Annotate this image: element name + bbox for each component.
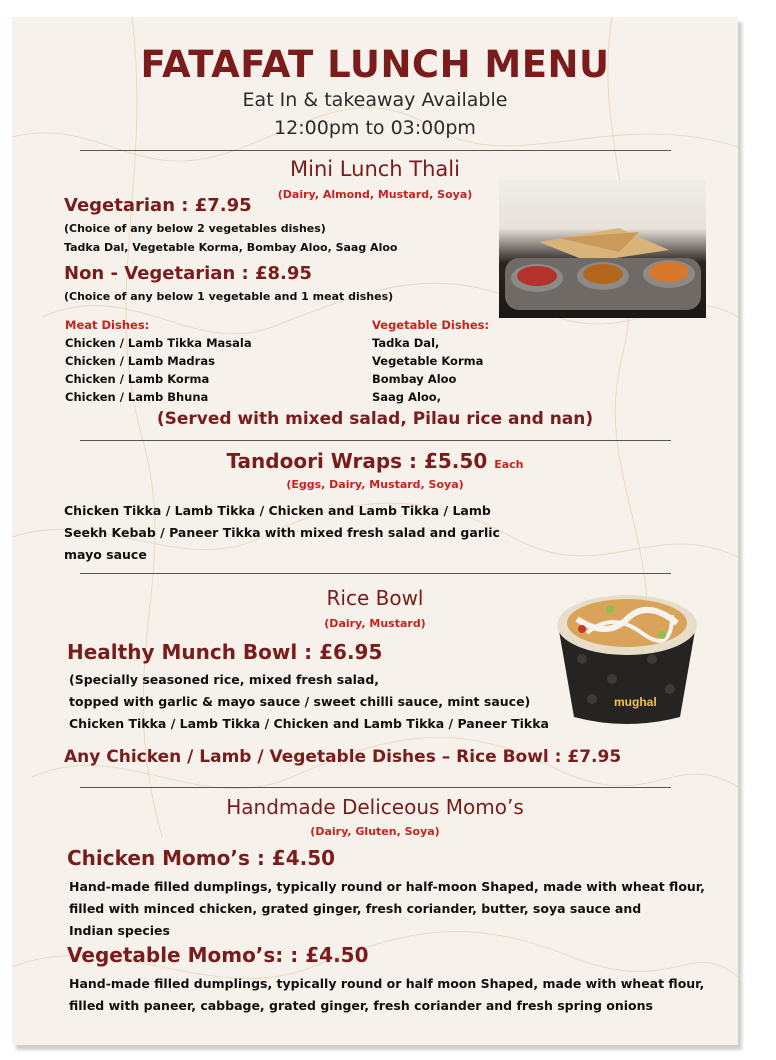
rice-bowl-description: [69, 669, 549, 735]
rice-bowl-line: topped with garlic & mayo sauce / sweet chilli sauce, mint sauce): [69, 694, 531, 709]
meat-dish-item: Chicken / Lamb Tikka Masala: [65, 336, 252, 350]
vegetable-dish-item: Tadka Dal,: [372, 336, 440, 350]
availability-text: Eat In & takeaway Available: [242, 89, 508, 111]
meat-dishes-column: [65, 316, 252, 406]
divider: [80, 440, 671, 441]
momo-heading: Handmade Deliceous Momo’s: [226, 795, 524, 819]
vegetable-dishes-heading: Vegetable Dishes:: [372, 318, 490, 332]
meat-dishes-heading: Meat Dishes:: [65, 318, 150, 332]
divider: [80, 787, 671, 788]
vegetable-momo-title: Vegetable Momo’s: : £4.50: [67, 943, 369, 967]
wraps-heading: [12, 449, 738, 473]
vegetable-momo-description: [69, 973, 704, 1017]
thali-heading: Mini Lunch Thali: [290, 157, 460, 181]
hours-text: 12:00pm to 03:00pm: [274, 117, 476, 139]
bowl-brand-text: mughal: [614, 695, 657, 709]
chicken-momo-title: Chicken Momo’s : £4.50: [67, 846, 336, 870]
vegetarian-title: Vegetarian : £7.95: [64, 195, 252, 216]
thali-allergens: (Dairy, Almond, Mustard, Soya): [277, 188, 473, 201]
divider: [80, 573, 671, 574]
meat-dish-item: Chicken / Lamb Korma: [65, 372, 210, 386]
meat-dish-item: Chicken / Lamb Bhuna: [65, 390, 209, 404]
chicken-momo-line: Hand-made filled dumplings, typically round or half-moon Shaped, made with wheat flour,: [69, 879, 705, 894]
wraps-allergens: (Eggs, Dairy, Mustard, Soya): [286, 478, 464, 491]
meat-dish-item: Chicken / Lamb Madras: [65, 354, 215, 368]
vegetable-momo-line: filled with paneer, cabbage, grated ginger, fresh coriander and fresh spring onions: [69, 998, 653, 1013]
page-title: FATAFAT LUNCH MENU: [140, 43, 610, 86]
thali-plate-graphic: [499, 180, 706, 318]
chicken-momo-line: Indian species: [69, 923, 170, 938]
rice-bowl-allergens: (Dairy, Mustard): [324, 617, 426, 630]
vegetable-dishes-column: [372, 316, 489, 406]
vegetarian-items: Tadka Dal, Vegetable Korma, Bombay Aloo, Saag Aloo: [64, 241, 398, 254]
non-vegetarian-note: (Choice of any below 1 vegetable and 1 meat dishes): [64, 290, 394, 303]
vegetable-dish-item: Saag Aloo,: [372, 390, 442, 404]
vegetable-dish-item: Vegetable Korma: [372, 354, 484, 368]
wraps-line: mayo sauce: [64, 547, 147, 562]
wraps-line: Seekh Kebab / Paneer Tikka with mixed fresh salad and garlic: [64, 525, 500, 540]
rice-bowl-graphic: [552, 589, 702, 729]
served-with-text: (Served with mixed salad, Pilau rice and nan): [156, 409, 594, 429]
rice-bowl-line: (Specially seasoned rice, mixed fresh salad,: [69, 672, 380, 687]
momo-allergens: (Dairy, Gluten, Soya): [310, 825, 440, 838]
wraps-description: [64, 500, 500, 566]
rice-bowl-heading: Rice Bowl: [326, 586, 424, 610]
vegetable-dish-item: Bombay Aloo: [372, 372, 457, 386]
vegetable-momo-line: Hand-made filled dumplings, typically round or half moon Shaped, made with wheat flour,: [69, 976, 705, 991]
menu-sheet: [12, 17, 738, 1045]
healthy-munch-bowl-title: Healthy Munch Bowl : £6.95: [67, 640, 383, 664]
any-dish-rice-bowl-price: Any Chicken / Lamb / Vegetable Dishes – Rice Bowl : £7.95: [64, 747, 622, 767]
wraps-line: Chicken Tikka / Lamb Tikka / Chicken and Lamb Tikka / Lamb: [64, 503, 491, 518]
wraps-heading-text: Tandoori Wraps : £5.50: [226, 449, 488, 473]
vegetarian-note: (Choice of any below 2 vegetables dishes): [64, 222, 326, 235]
rice-bowl-line: Chicken Tikka / Lamb Tikka / Chicken and Lamb Tikka / Paneer Tikka: [69, 716, 549, 731]
rice-bowl-photo: [552, 589, 702, 729]
non-vegetarian-title: Non - Vegetarian : £8.95: [64, 263, 312, 284]
thali-photo: [499, 180, 706, 318]
wraps-each-label: Each: [494, 458, 524, 471]
chicken-momo-description: [69, 876, 705, 942]
divider: [80, 150, 671, 151]
chicken-momo-line: filled with minced chicken, grated ginger, fresh coriander, butter, soya sauce and: [69, 901, 642, 916]
